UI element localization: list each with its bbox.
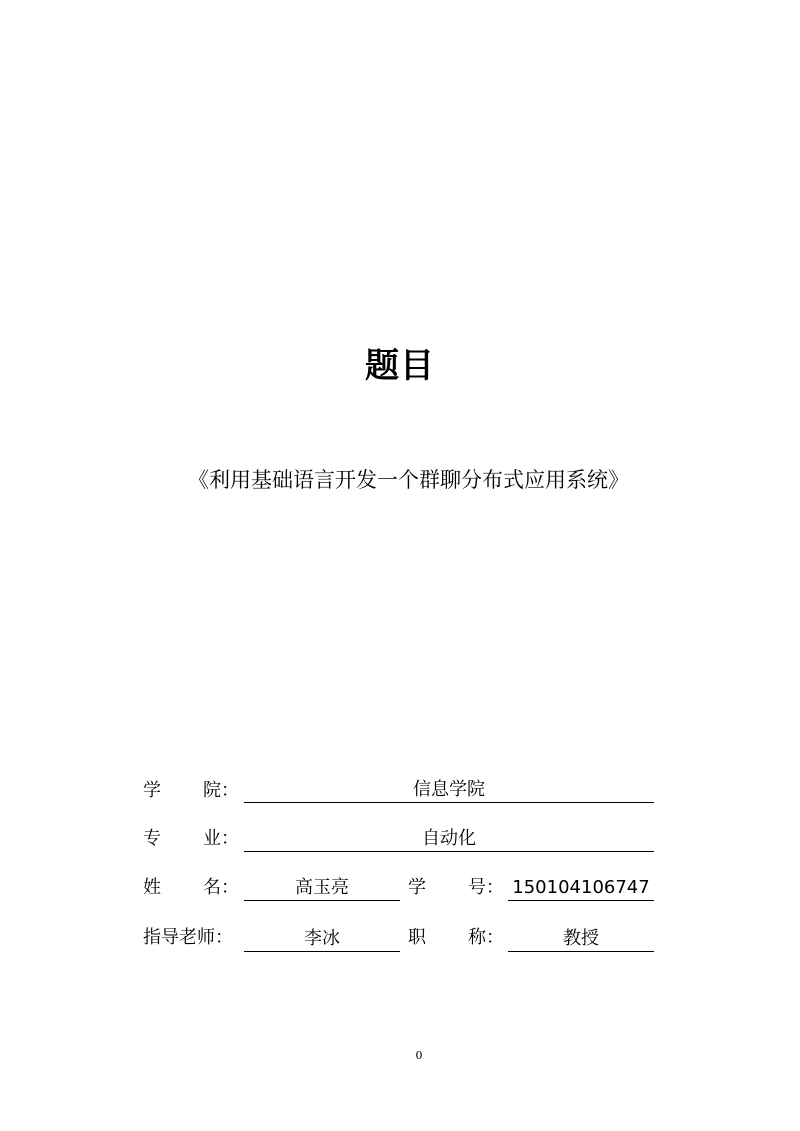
student-id-value: 150104106747 (508, 876, 654, 901)
major-label-char1: 专 (143, 828, 161, 849)
name-label-char2: 名： (203, 877, 239, 898)
advisor-label-text: 指导老师： (143, 927, 233, 948)
student-id-label-char1: 学 (408, 877, 426, 898)
advisor-value: 李冰 (244, 927, 400, 952)
college-label-char2: 院： (203, 780, 239, 801)
title-rank-value: 教授 (508, 927, 654, 952)
title-rank-label-char2: 称： (468, 927, 504, 948)
major-value: 自动化 (244, 827, 654, 852)
name-value: 高玉亮 (244, 876, 400, 901)
page-number: 0 (415, 1049, 423, 1062)
thesis-subtitle: 《利用基础语言开发一个群聊分布式应用系统》 (188, 468, 629, 492)
page-title: 题目 (365, 346, 435, 386)
name-label-char1: 姓 (143, 877, 161, 898)
student-id-label-char2: 号： (468, 877, 504, 898)
major-label-char2: 业： (203, 828, 239, 849)
college-label-char1: 学 (143, 780, 161, 801)
college-value: 信息学院 (244, 778, 654, 803)
title-rank-label-char1: 职 (408, 927, 426, 948)
